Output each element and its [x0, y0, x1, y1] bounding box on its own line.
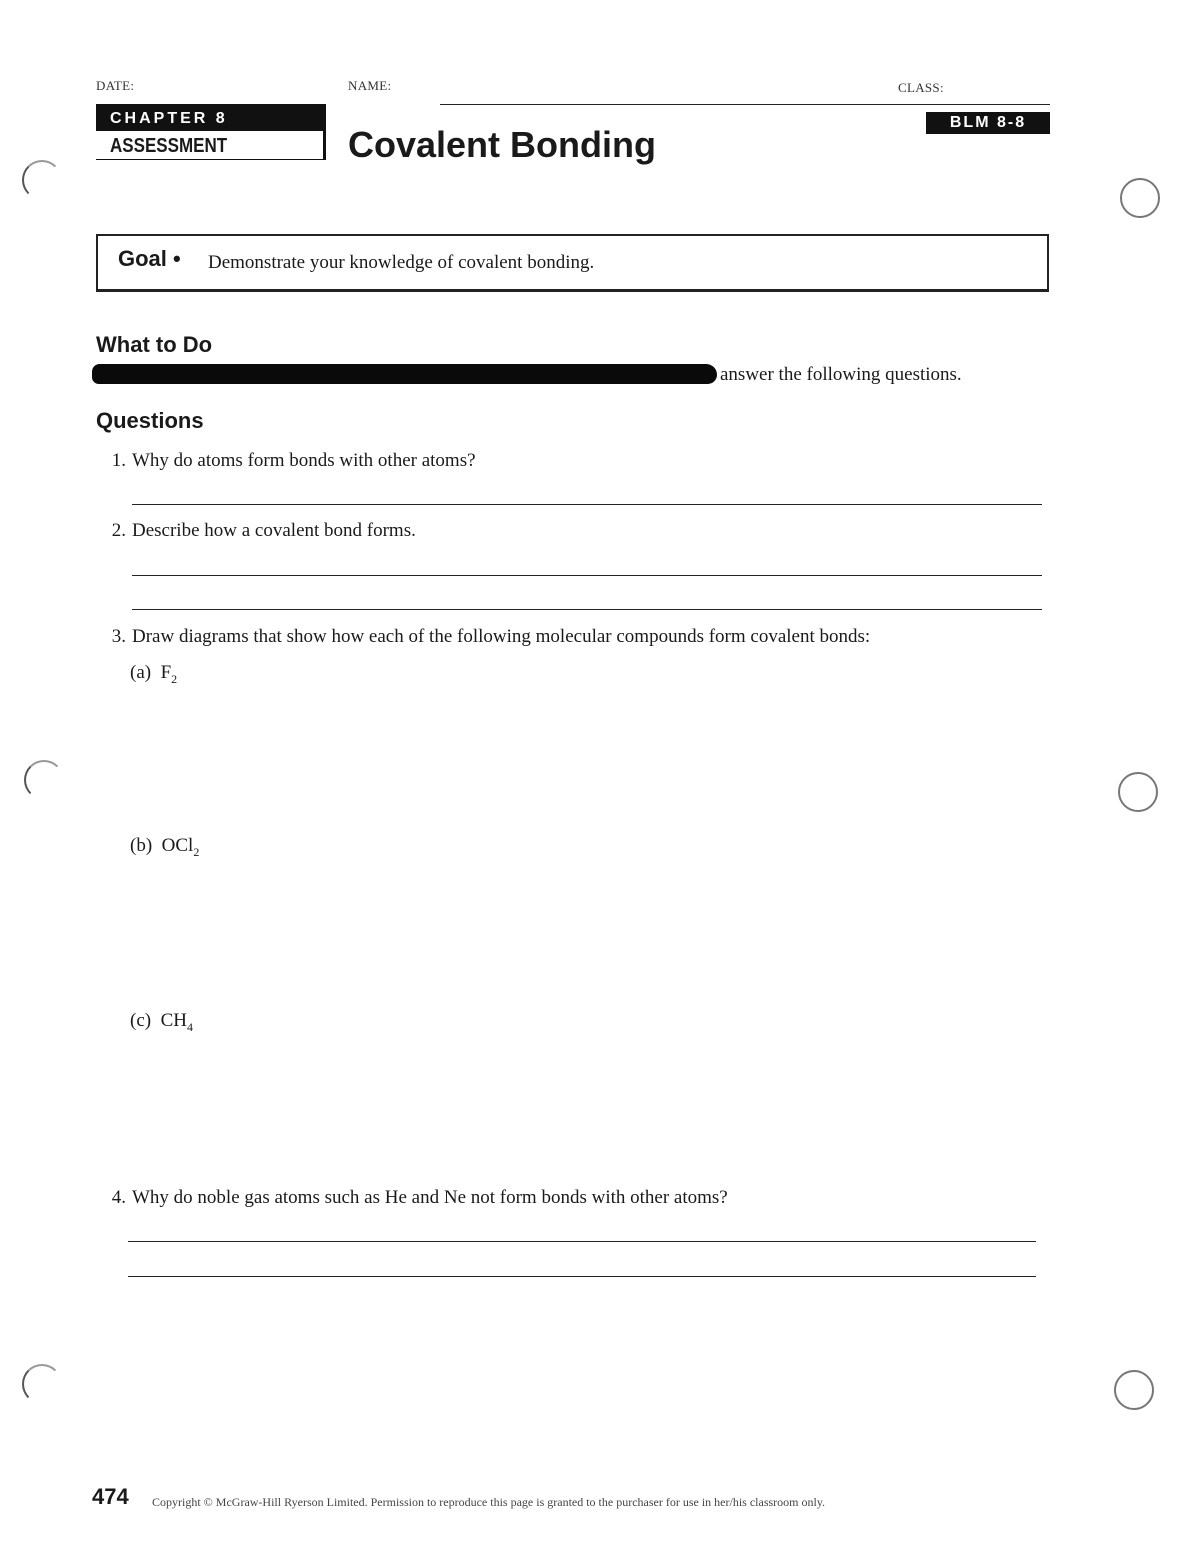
part-c [130, 1010, 193, 1035]
question-2 [96, 520, 416, 542]
formula: OCl [161, 835, 194, 856]
formula-subscript: 2 [171, 671, 178, 686]
question-4 [96, 1187, 728, 1209]
instructions-text: answer the following questions. [720, 364, 962, 385]
class-label: CLASS: [898, 80, 944, 95]
question-number: 3. [111, 626, 126, 647]
copyright-text: Copyright © McGraw-Hill Ryerson Limited. Permission to reproduce this page is granted to the purchaser for use in her/his classroom only. [152, 1495, 826, 1509]
date-label: DATE: [96, 78, 135, 93]
answer-line[interactable] [128, 1241, 1036, 1242]
name-label: NAME: [348, 78, 392, 93]
answer-line[interactable] [132, 504, 1042, 505]
question-number: 4. [111, 1187, 126, 1208]
assessment-label: ASSESSMENT [110, 135, 228, 157]
chapter-box [96, 104, 326, 160]
binder-hole-icon [24, 760, 64, 800]
questions-heading: Questions [96, 408, 204, 433]
answer-line[interactable] [132, 575, 1042, 576]
goal-text: Demonstrate your knowledge of covalent bonding. [208, 252, 595, 273]
binder-hole-icon [22, 160, 62, 200]
what-to-do-heading: What to Do [96, 332, 213, 357]
goal-label-text: Goal [118, 246, 167, 271]
redaction-bar [92, 364, 717, 384]
binder-hole-icon [1120, 178, 1160, 218]
binder-hole-icon [1114, 1370, 1154, 1410]
formula-subscript: 4 [187, 1019, 193, 1034]
part-label: (a) [130, 662, 152, 683]
binder-hole-icon [22, 1364, 62, 1404]
question-3 [96, 626, 870, 648]
answer-line[interactable] [132, 609, 1042, 610]
name-line[interactable] [440, 104, 1050, 105]
drawing-area-c[interactable] [130, 1040, 1040, 1180]
part-a [130, 662, 177, 687]
drawing-area-a[interactable] [130, 690, 1040, 830]
part-label: (c) [130, 1010, 152, 1031]
question-text: Why do noble gas atoms such as He and Ne not form bonds with other atoms? [132, 1187, 728, 1208]
question-text: Draw diagrams that show how each of the following molecular compounds form covalent bonds: [132, 626, 871, 647]
answer-line[interactable] [128, 1276, 1036, 1277]
formula: F [160, 662, 172, 683]
part-label: (b) [130, 835, 153, 856]
question-number: 2. [111, 520, 126, 541]
question-1 [96, 450, 476, 472]
formula-subscript: 2 [193, 844, 200, 859]
question-text: Why do atoms form bonds with other atoms? [132, 450, 476, 471]
goal-bullet: • [173, 246, 181, 271]
part-b [130, 835, 199, 860]
chapter-label: CHAPTER 8 [96, 107, 323, 131]
question-text: Describe how a covalent bond forms. [132, 520, 416, 541]
formula: CH [160, 1010, 187, 1031]
question-number: 1. [111, 450, 126, 471]
goal-label [118, 246, 181, 272]
page-title: Covalent Bonding [348, 124, 656, 165]
page-number: 474 [92, 1484, 129, 1509]
binder-hole-icon [1118, 772, 1158, 812]
blm-badge: BLM 8-8 [926, 112, 1050, 134]
goal-box [96, 234, 1049, 292]
drawing-area-b[interactable] [130, 865, 1040, 1005]
